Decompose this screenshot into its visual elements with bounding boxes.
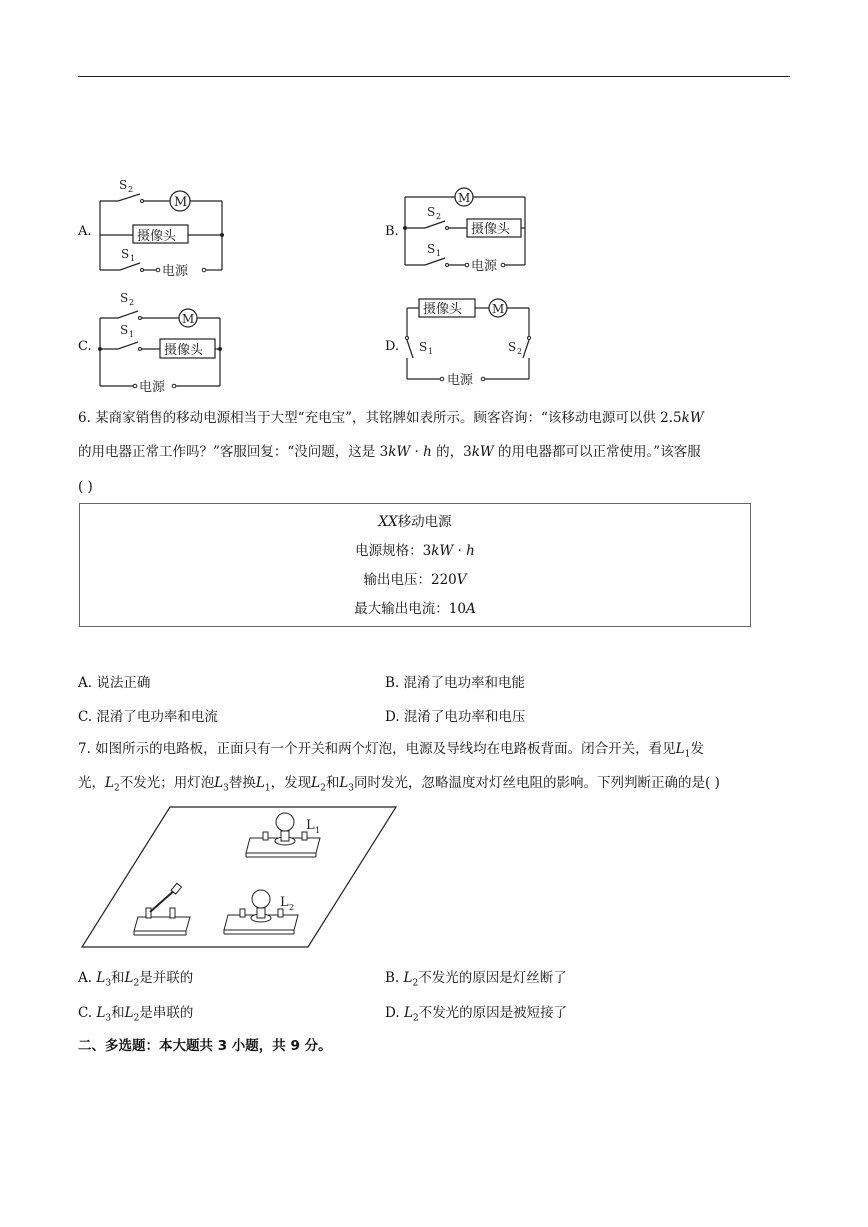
- q7-option-b[interactable]: B. $L_2$不发光的原因是灯丝断了: [385, 970, 567, 989]
- nameplate-table: [79, 503, 751, 627]
- nameplate-current: 最大输出电流：10A: [354, 601, 476, 617]
- circuit-diagram-d[interactable]: [405, 296, 535, 388]
- switch-s2-label: S: [508, 340, 517, 354]
- knife-switch: [134, 883, 190, 935]
- switch-s1-sub: 1: [129, 330, 135, 339]
- camera-label: 摄像头: [164, 343, 204, 358]
- lamp-l2-label: L: [280, 895, 289, 910]
- switch-s2-label: S: [120, 291, 129, 305]
- switch-s1-sub: 1: [428, 347, 434, 356]
- power-label: 电源: [447, 373, 474, 388]
- switch-s2-sub: 2: [517, 347, 523, 356]
- power-label: 电源: [471, 259, 498, 274]
- camera-label: 摄像头: [423, 302, 463, 317]
- lamp-l1-label: L: [306, 818, 315, 833]
- nameplate-spec: 电源规格：3kW · h: [355, 543, 475, 559]
- circuit-diagram-b[interactable]: [403, 183, 533, 275]
- q7-stem-line-2: 光，$L_2$不发光；用灯泡$L_3$替换$L_1$，发现$L_2$和$L_3$同时发光，忽略温度对灯丝电阻的影响。下列判断正确的是( ): [78, 775, 720, 794]
- switch-s1-label: S: [419, 340, 428, 354]
- option-a-letter: A.: [78, 224, 92, 239]
- q7-option-d[interactable]: D. $L_2$不发光的原因是被短接了: [385, 1005, 568, 1024]
- switch-s2-label: S: [427, 205, 436, 219]
- q6-stem-line-1: 6. 某商家销售的移动电源相当于大型“充电宝”，其铭牌如表所示。顾客咨询：“该移动电源可以供 2.5kW: [78, 410, 704, 426]
- lamp-l2-sub: 2: [289, 903, 295, 912]
- switch-s2-sub: 2: [129, 298, 135, 307]
- switch-s2-sub: 2: [128, 185, 134, 194]
- q7-option-c[interactable]: C. $L_3$和$L_2$是串联的: [78, 1005, 194, 1024]
- circuit-board-figure[interactable]: [80, 805, 398, 953]
- option-c-letter: C.: [78, 339, 92, 354]
- motor-label: M: [492, 302, 505, 316]
- q6-option-a[interactable]: A. 说法正确: [78, 675, 151, 691]
- circuit-diagram-a[interactable]: [98, 178, 228, 278]
- nameplate-title: XX移动电源: [378, 514, 452, 530]
- nameplate-voltage: 输出电压：220V: [363, 572, 467, 588]
- switch-s2-label: S: [119, 178, 128, 192]
- switch-s2-sub: 2: [436, 212, 442, 221]
- q6-stem-line-2: 的用电器正常工作吗？”客服回复：“没问题，这是 3kW · h 的，3kW 的用电器都可以正常使用。”该客服: [78, 444, 701, 460]
- power-label: 电源: [162, 264, 189, 279]
- option-d-letter: D.: [385, 339, 400, 354]
- switch-s1-sub: 1: [436, 249, 442, 258]
- q6-option-d[interactable]: D. 混淆了电功率和电压: [385, 709, 526, 725]
- lamp-l1-sub: 1: [315, 826, 321, 835]
- switch-s1-sub: 1: [130, 254, 136, 263]
- camera-label: 摄像头: [137, 229, 177, 244]
- q7-stem-line-1: 7. 如图所示的电路板，正面只有一个开关和两个灯泡，电源及导线均在电路板背面。闭合开关，看见$L_1$发: [78, 741, 704, 760]
- power-label: 电源: [139, 380, 166, 395]
- switch-s1-label: S: [120, 323, 129, 337]
- option-b-letter: B.: [385, 224, 399, 239]
- switch-s1-label: S: [427, 242, 436, 256]
- q6-option-b[interactable]: B. 混淆了电功率和电能: [385, 675, 526, 691]
- switch-s1-label: S: [121, 247, 130, 261]
- q6-option-c[interactable]: C. 混淆了电功率和电流: [78, 709, 218, 725]
- circuit-diagram-c[interactable]: [98, 290, 228, 395]
- q6-answer-bracket: ( ): [78, 479, 93, 495]
- motor-label: M: [182, 312, 195, 326]
- header-rule: [78, 76, 790, 77]
- motor-label: M: [458, 191, 471, 205]
- camera-label: 摄像头: [471, 222, 511, 237]
- q7-option-a[interactable]: A. $L_3$和$L_2$是并联的: [78, 970, 194, 989]
- section-2-heading: 二、多选题：本大题共 3 小题，共 9 分。: [78, 1038, 332, 1054]
- motor-label: M: [174, 195, 188, 210]
